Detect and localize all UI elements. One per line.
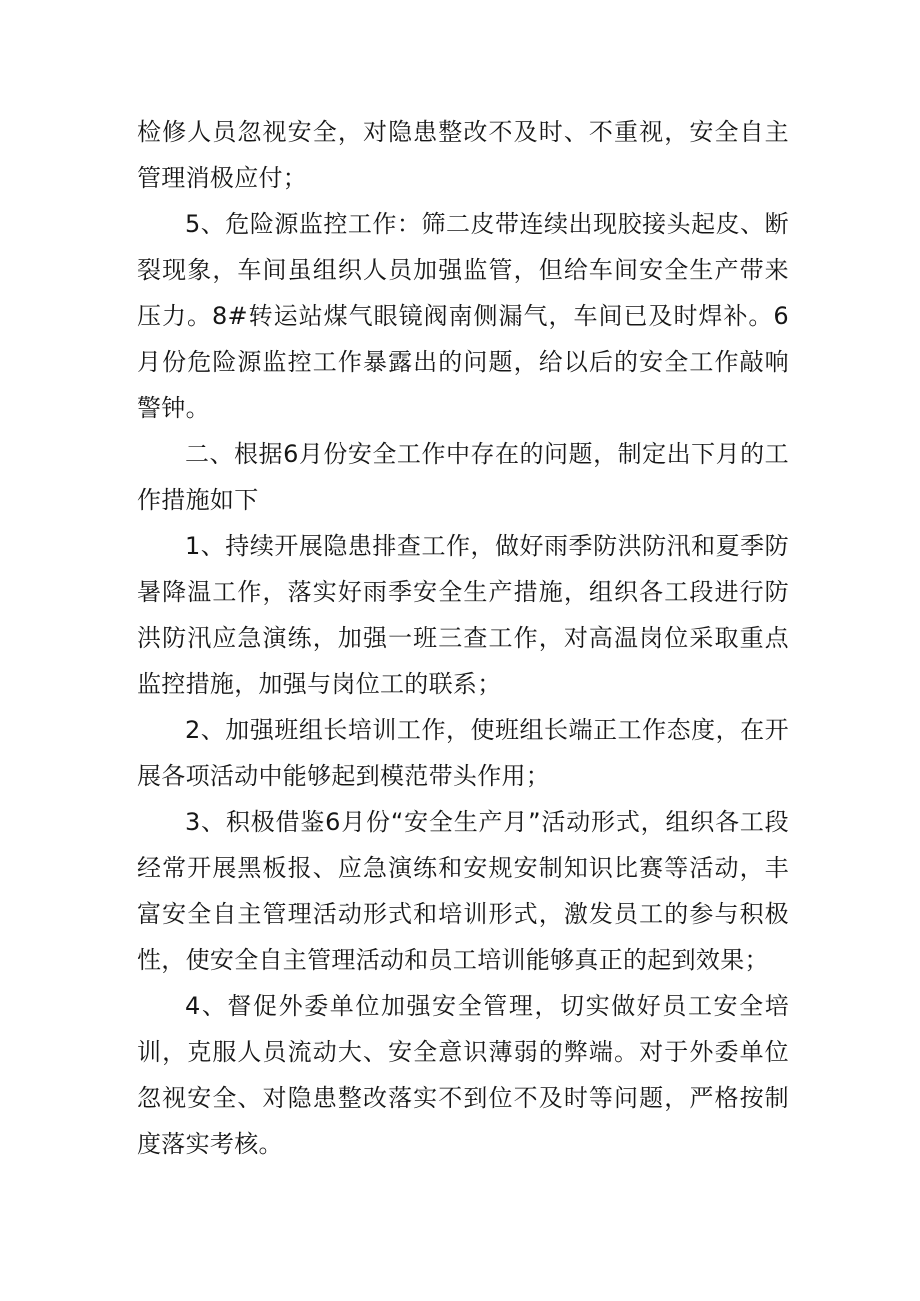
paragraph-section-2-heading: 二、根据6月份安全工作中存在的问题，制定出下月的工作措施如下 xyxy=(137,440,789,514)
paragraph-measure-3: 3、积极借鉴6月份“安全生产月”活动形式，组织各工段经常开展黑板报、应急演练和安规安制知识比赛等活动，丰富安全自主管理活动形式和培训形式，激发员工的参与积极性，使安全自主管理活动和员工培训能够真正的起到效果； xyxy=(137,808,789,974)
paragraph-continuation: 检修人员忽视安全，对隐患整改不及时、不重视，安全自主管理消极应付； xyxy=(137,118,789,192)
paragraph-item-5-hazard-monitoring: 5、危险源监控工作：筛二皮带连续出现胶接头起皮、断裂现象，车间虽组织人员加强监管，但给车间安全生产带来压力。8#转运站煤气眼镜阀南侧漏气，车间已及时焊补。6月份危险源监控工作暴露出的问题，给以后的安全工作敲响警钟。 xyxy=(137,210,789,422)
paragraph-measure-4: 4、督促外委单位加强安全管理，切实做好员工安全培训，克服人员流动大、安全意识薄弱的弊端。对于外委单位忽视安全、对隐患整改落实不到位不及时等问题，严格按制度落实考核。 xyxy=(137,992,789,1158)
paragraph-measure-1: 1、持续开展隐患排查工作，做好雨季防洪防汛和夏季防暑降温工作，落实好雨季安全生产措施，组织各工段进行防洪防汛应急演练，加强一班三查工作，对高温岗位采取重点监控措施，加强与岗位工的联系； xyxy=(137,532,789,698)
paragraph-measure-2: 2、加强班组长培训工作，使班组长端正工作态度，在开展各项活动中能够起到模范带头作用； xyxy=(137,716,789,790)
document-body xyxy=(137,109,789,1167)
